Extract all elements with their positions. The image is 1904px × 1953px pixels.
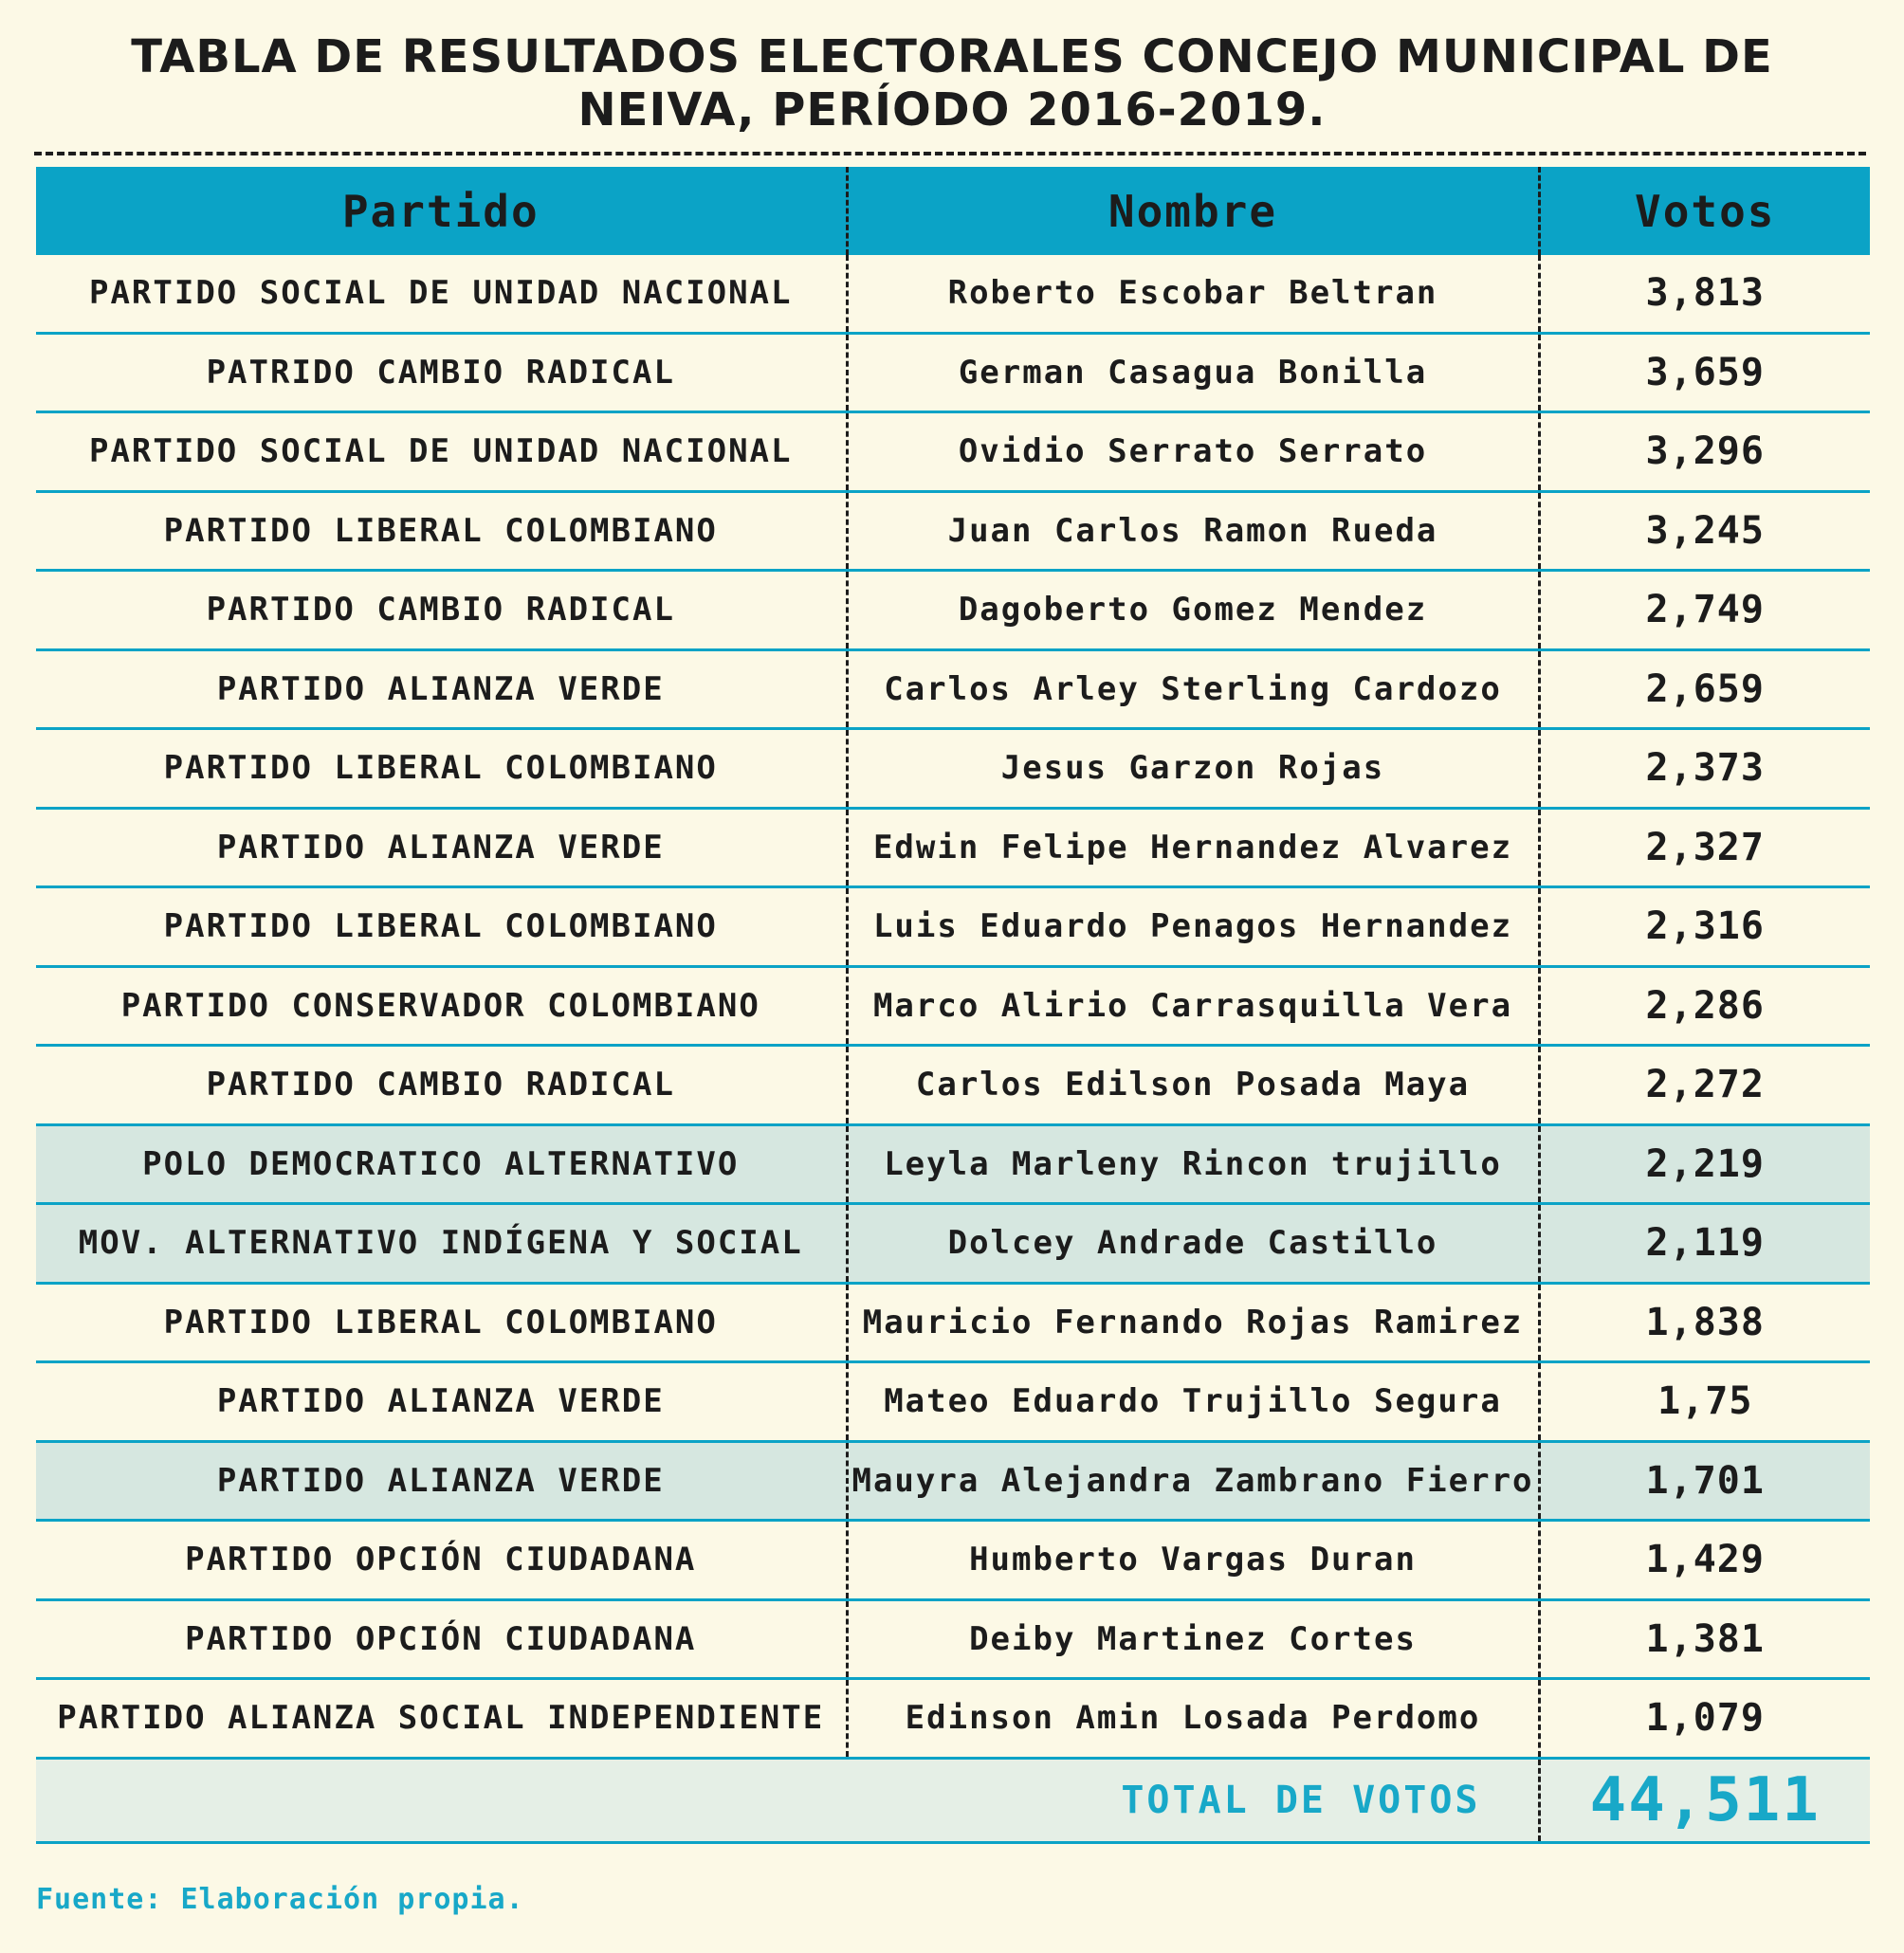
table-row — [36, 1204, 1870, 1284]
table-row — [36, 1046, 1870, 1125]
cell-partido: PARTIDO ALIANZA SOCIAL INDEPENDIENTE — [36, 1679, 847, 1759]
cell-nombre: Roberto Escobar Beltran — [847, 255, 1539, 333]
cell-votos: 2,659 — [1539, 649, 1870, 729]
cell-nombre: Carlos Edilson Posada Maya — [847, 1046, 1539, 1125]
table-row — [36, 966, 1870, 1046]
cell-nombre: Jesus Garzon Rojas — [847, 729, 1539, 809]
table-row — [36, 333, 1870, 412]
cell-partido: MOV. ALTERNATIVO INDÍGENA Y SOCIAL — [36, 1204, 847, 1284]
header-votos: Votos — [1539, 167, 1870, 255]
cell-partido: PARTIDO ALIANZA VERDE — [36, 808, 847, 887]
header-nombre: Nombre — [847, 167, 1539, 255]
table-row — [36, 412, 1870, 492]
cell-votos: 2,219 — [1539, 1124, 1870, 1204]
header-partido: Partido — [36, 167, 847, 255]
cell-votos: 1,75 — [1539, 1362, 1870, 1442]
cell-nombre: Mauyra Alejandra Zambrano Fierro — [847, 1441, 1539, 1521]
table-row — [36, 255, 1870, 333]
cell-nombre: Marco Alirio Carrasquilla Vera — [847, 966, 1539, 1046]
cell-votos: 1,429 — [1539, 1521, 1870, 1600]
cell-nombre: Humberto Vargas Duran — [847, 1521, 1539, 1600]
cell-nombre: Luis Eduardo Penagos Hernandez — [847, 887, 1539, 967]
cell-votos: 2,316 — [1539, 887, 1870, 967]
cell-nombre: Dolcey Andrade Castillo — [847, 1204, 1539, 1284]
cell-votos: 3,659 — [1539, 333, 1870, 412]
cell-nombre: German Casagua Bonilla — [847, 333, 1539, 412]
cell-nombre: Edinson Amin Losada Perdomo — [847, 1679, 1539, 1759]
title-line-1: TABLA DE RESULTADOS ELECTORALES CONCEJO MUNICIPAL DE — [131, 30, 1773, 83]
total-row — [36, 1758, 1870, 1842]
cell-partido: PARTIDO OPCIÓN CIUDADANA — [36, 1521, 847, 1600]
table-row — [36, 491, 1870, 571]
cell-partido: PARTIDO LIBERAL COLOMBIANO — [36, 729, 847, 809]
table-row — [36, 729, 1870, 809]
total-value: 44,511 — [1539, 1758, 1870, 1842]
cell-nombre: Mateo Eduardo Trujillo Segura — [847, 1362, 1539, 1442]
table-row — [36, 1599, 1870, 1679]
table-row — [36, 1679, 1870, 1759]
cell-votos: 3,813 — [1539, 255, 1870, 333]
source-note: Fuente: Elaboración propia. — [36, 1883, 524, 1916]
cell-votos: 2,327 — [1539, 808, 1870, 887]
header-row — [36, 167, 1870, 255]
cell-votos: 1,701 — [1539, 1441, 1870, 1521]
cell-partido: PARTIDO CAMBIO RADICAL — [36, 1046, 847, 1125]
cell-votos: 3,296 — [1539, 412, 1870, 492]
table-row — [36, 571, 1870, 650]
cell-votos: 1,079 — [1539, 1679, 1870, 1759]
table-row — [36, 887, 1870, 967]
cell-partido: PARTIDO SOCIAL DE UNIDAD NACIONAL — [36, 412, 847, 492]
cell-votos: 3,245 — [1539, 491, 1870, 571]
table-row — [36, 1441, 1870, 1521]
table-row — [36, 808, 1870, 887]
cell-partido: PARTIDO LIBERAL COLOMBIANO — [36, 1283, 847, 1362]
table-row — [36, 649, 1870, 729]
cell-votos: 2,373 — [1539, 729, 1870, 809]
cell-nombre: Mauricio Fernando Rojas Ramirez — [847, 1283, 1539, 1362]
cell-nombre: Juan Carlos Ramon Rueda — [847, 491, 1539, 571]
total-label: TOTAL DE VOTOS — [36, 1758, 1539, 1842]
cell-nombre: Carlos Arley Sterling Cardozo — [847, 649, 1539, 729]
cell-nombre: Dagoberto Gomez Mendez — [847, 571, 1539, 650]
cell-votos: 1,381 — [1539, 1599, 1870, 1679]
top-dashed-rule — [34, 152, 1866, 155]
cell-partido: PARTIDO CONSERVADOR COLOMBIANO — [36, 966, 847, 1046]
cell-votos: 2,749 — [1539, 571, 1870, 650]
page-title — [57, 30, 1847, 137]
cell-votos: 1,838 — [1539, 1283, 1870, 1362]
cell-nombre: Deiby Martinez Cortes — [847, 1599, 1539, 1679]
table-row — [36, 1124, 1870, 1204]
table-row — [36, 1283, 1870, 1362]
cell-partido: PARTIDO LIBERAL COLOMBIANO — [36, 491, 847, 571]
cell-nombre: Ovidio Serrato Serrato — [847, 412, 1539, 492]
cell-partido: PARTIDO ALIANZA VERDE — [36, 1441, 847, 1521]
cell-votos: 2,286 — [1539, 966, 1870, 1046]
cell-partido: PARTIDO ALIANZA VERDE — [36, 1362, 847, 1442]
cell-partido: POLO DEMOCRATICO ALTERNATIVO — [36, 1124, 847, 1204]
table-row — [36, 1521, 1870, 1600]
cell-partido: PARTIDO CAMBIO RADICAL — [36, 571, 847, 650]
cell-partido: PARTIDO SOCIAL DE UNIDAD NACIONAL — [36, 255, 847, 333]
cell-partido: PARTIDO ALIANZA VERDE — [36, 649, 847, 729]
title-line-2: NEIVA, PERÍODO 2016-2019. — [577, 83, 1327, 137]
cell-nombre: Edwin Felipe Hernandez Alvarez — [847, 808, 1539, 887]
cell-partido: PARTIDO OPCIÓN CIUDADANA — [36, 1599, 847, 1679]
cell-nombre: Leyla Marleny Rincon trujillo — [847, 1124, 1539, 1204]
cell-partido: PATRIDO CAMBIO RADICAL — [36, 333, 847, 412]
cell-votos: 2,119 — [1539, 1204, 1870, 1284]
cell-partido: PARTIDO LIBERAL COLOMBIANO — [36, 887, 847, 967]
table-row — [36, 1362, 1870, 1442]
cell-votos: 2,272 — [1539, 1046, 1870, 1125]
results-table — [36, 167, 1870, 1844]
